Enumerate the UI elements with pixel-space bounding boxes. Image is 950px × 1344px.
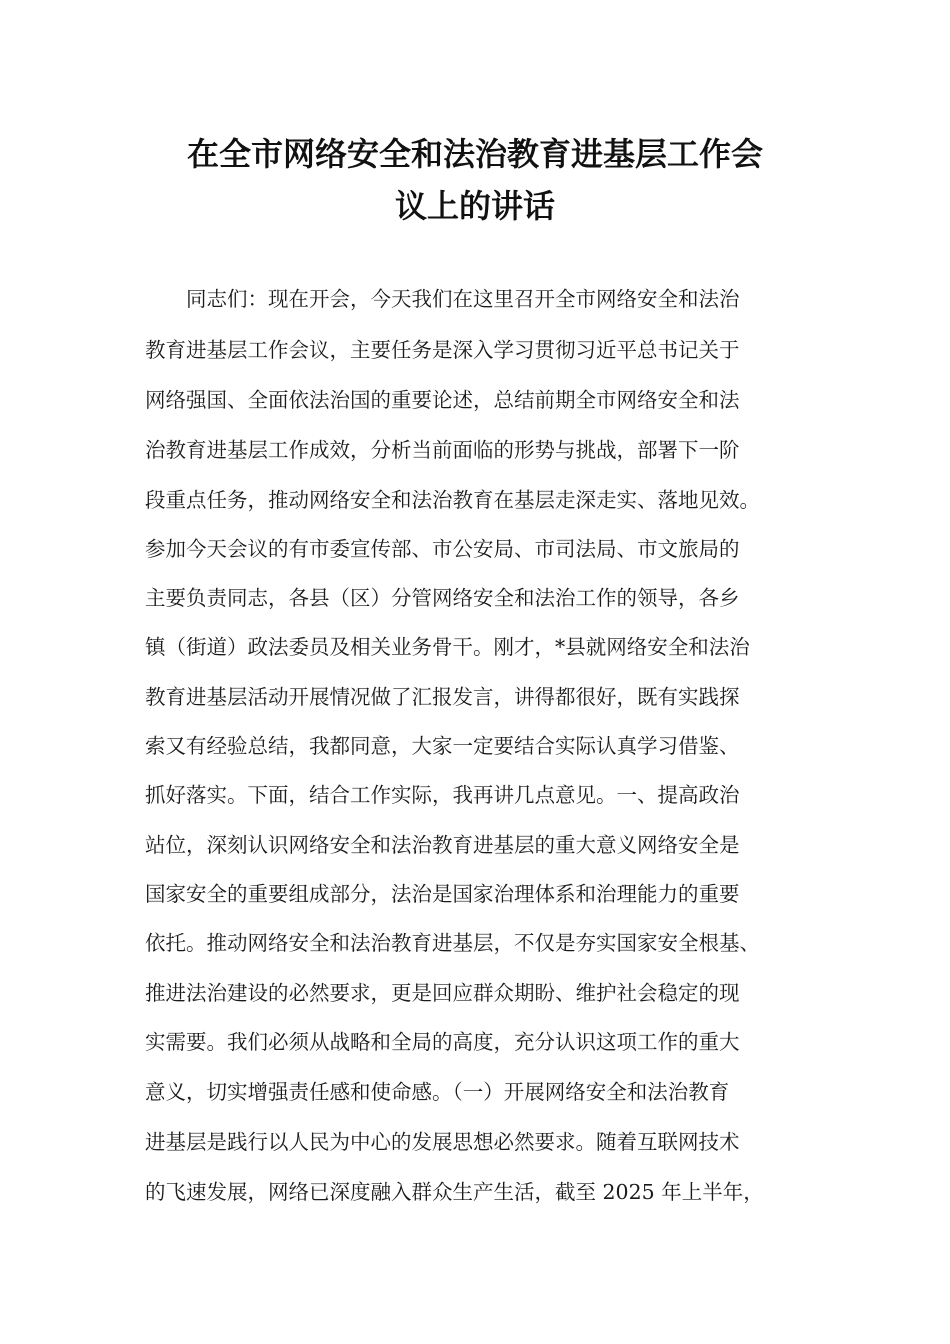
body-line: 推进法治建设的必然要求，更是回应群众期盼、维护社会稳定的现 (145, 981, 740, 1005)
document-title-line-2: 议上的讲话 (394, 187, 555, 225)
body-line: 段重点任务，推动网络安全和法治教育在基层走深走实、落地见效。 (145, 488, 760, 512)
body-line: 意义，切实增强责任感和使命感。（一）开展网络安全和法治教育 (145, 1080, 730, 1104)
body-line: 站位，深刻认识网络安全和法治教育进基层的重大意义网络安全是 (145, 833, 740, 857)
body-line: 实需要。我们必须从战略和全局的高度，充分认识这项工作的重大 (145, 1030, 740, 1054)
body-line: 抓好落实。下面，结合工作实际，我再讲几点意见。一、提高政治 (145, 783, 740, 807)
body-line: 教育进基层活动开展情况做了汇报发言，讲得都很好，既有实践探 (145, 685, 740, 709)
body-line: 主要负责同志，各县（区）分管网络安全和法治工作的领导，各乡 (145, 586, 740, 610)
body-line: 参加今天会议的有市委宣传部、市公安局、市司法局、市文旅局的 (145, 537, 740, 561)
body-line: 进基层是践行以人民为中心的发展思想必然要求。随着互联网技术 (145, 1130, 740, 1154)
body-line: 依托。推动网络安全和法治教育进基层，不仅是夯实国家安全根基、 (145, 931, 760, 955)
body-line: 教育进基层工作会议，主要任务是深入学习贯彻习近平总书记关于 (145, 338, 740, 362)
body-line: 镇（街道）政法委员及相关业务骨干。刚才，*县就网络安全和法治 (145, 635, 750, 659)
document-title-line-1: 在全市网络安全和法治教育进基层工作会 (186, 135, 763, 173)
body-line: 同志们：现在开会，今天我们在这里召开全市网络安全和法治 (145, 287, 740, 311)
body-line: 国家安全的重要组成部分，法治是国家治理体系和治理能力的重要 (145, 882, 740, 906)
body-line: 索又有经验总结，我都同意，大家一定要结合实际认真学习借鉴、 (145, 734, 740, 758)
body-line: 的飞速发展，网络已深度融入群众生产生活，截至 2025 年上半年， (145, 1180, 764, 1204)
body-line: 网络强国、全面依法治国的重要论述，总结前期全市网络安全和法 (145, 388, 740, 412)
body-line: 治教育进基层工作成效，分析当前面临的形势与挑战，部署下一阶 (145, 438, 740, 462)
